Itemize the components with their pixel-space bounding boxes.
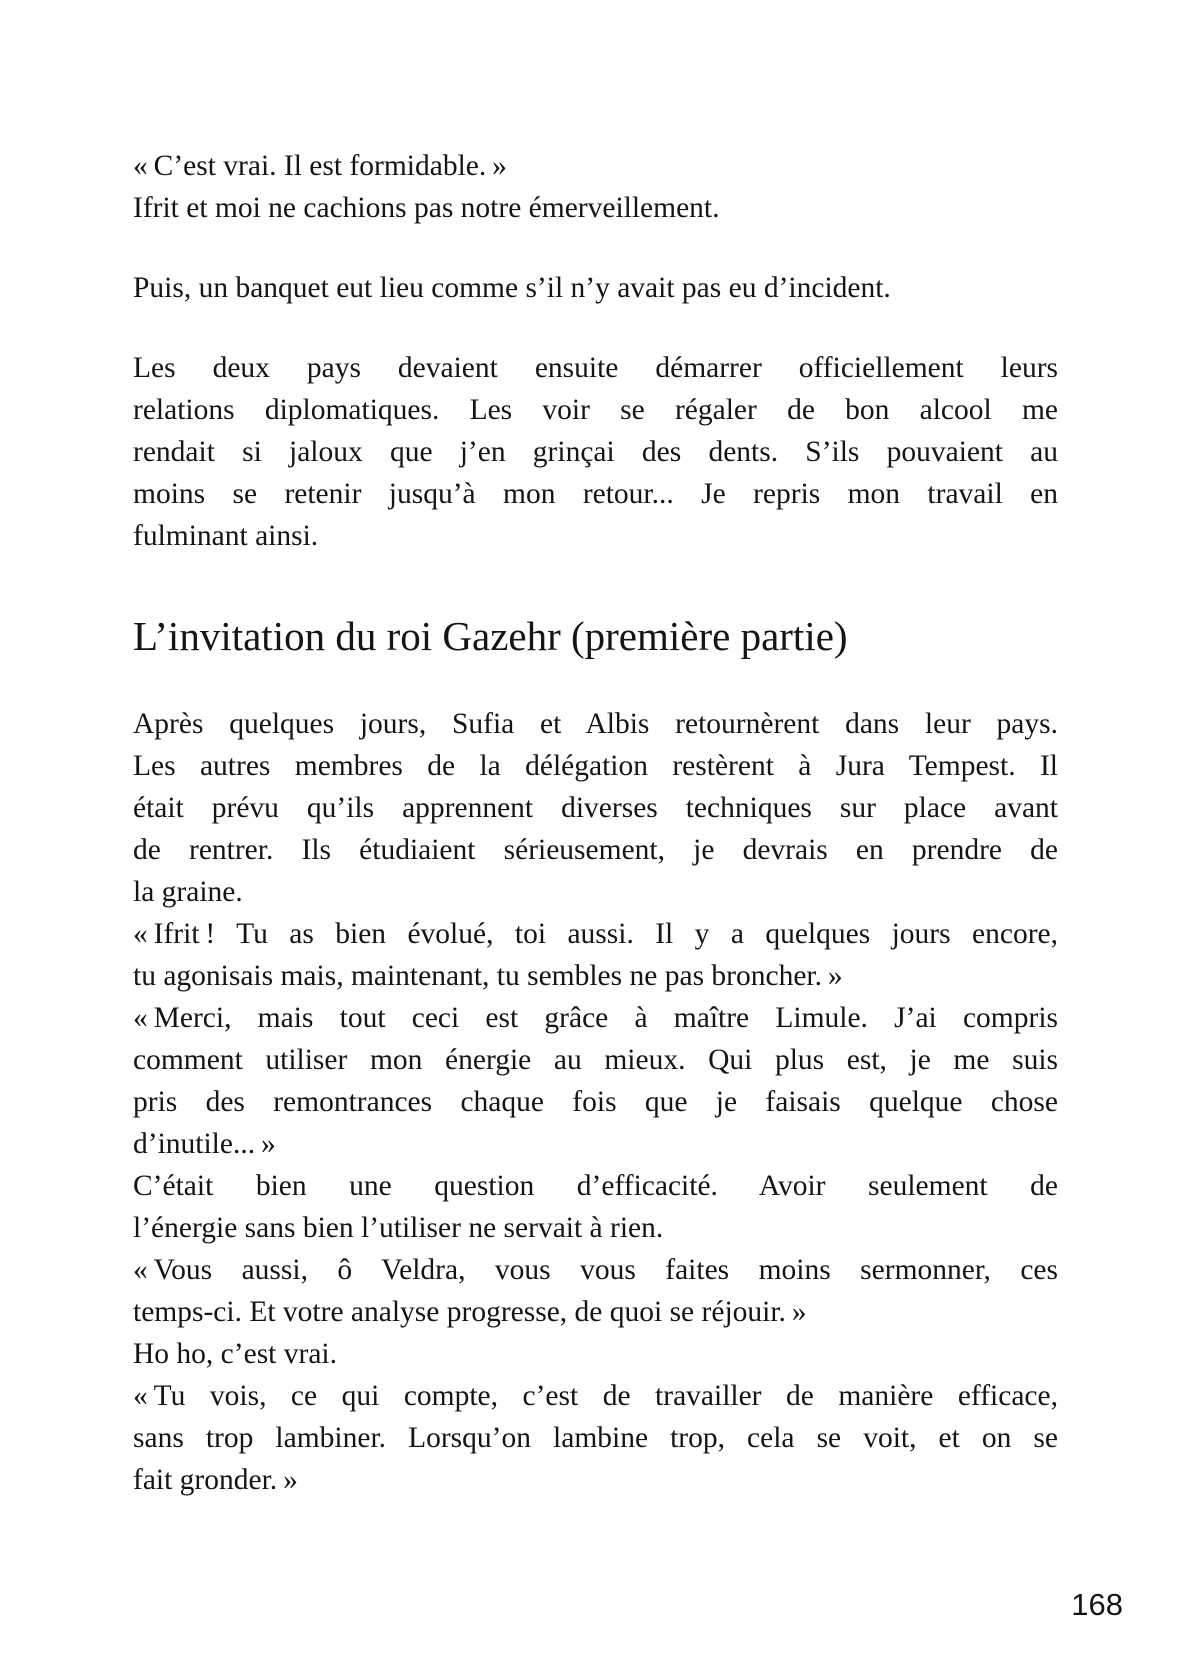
text-line: sans trop lambiner. Lorsqu’on lambine trop, cela se voit, et on se — [133, 1422, 1058, 1454]
paragraph — [133, 347, 1058, 557]
text-line: fait gronder. » — [133, 1464, 298, 1496]
text-line: Puis, un banquet eut lieu comme s’il n’y avait pas eu d’incident. — [133, 272, 891, 304]
paragraph — [133, 703, 1058, 1501]
paragraph-spacer — [133, 309, 1058, 347]
text-line: Les deux pays devaient ensuite démarrer officiellement leurs — [133, 352, 1058, 384]
text-line: comment utiliser mon énergie au mieux. Qui plus est, je me suis — [133, 1044, 1058, 1076]
text-line: était prévu qu’ils apprennent diverses techniques sur place avant — [133, 792, 1058, 824]
section-heading: L’invitation du roi Gazehr (première partie) — [133, 613, 848, 659]
page-number: 168 — [1071, 1587, 1123, 1622]
text-line: la graine. — [133, 876, 243, 908]
paragraph-spacer — [133, 229, 1058, 267]
text-line: « Vous aussi, ô Veldra, vous vous faites moins sermonner, ces — [133, 1254, 1058, 1286]
text-line: relations diplomatiques. Les voir se régaler de bon alcool me — [133, 394, 1058, 426]
text-line: l’énergie sans bien l’utiliser ne servait à rien. — [133, 1212, 664, 1244]
text-line: tu agonisais mais, maintenant, tu sembles ne pas broncher. » — [133, 960, 843, 992]
text-line: « Ifrit ! Tu as bien évolué, toi aussi. Il y a quelques jours encore, — [133, 918, 1058, 950]
text-line: Les autres membres de la délégation restèrent à Jura Tempest. Il — [133, 750, 1058, 782]
text-line: Après quelques jours, Sufia et Albis retournèrent dans leur pays. — [133, 708, 1058, 740]
text-block — [133, 145, 1058, 1501]
paragraph — [133, 267, 1058, 309]
text-line: moins se retenir jusqu’à mon retour... Je repris mon travail en — [133, 478, 1058, 510]
text-line: temps-ci. Et votre analyse progresse, de quoi se réjouir. » — [133, 1296, 807, 1328]
text-line: pris des remontrances chaque fois que je faisais quelque chose — [133, 1086, 1058, 1118]
text-line: de rentrer. Ils étudiaient sérieusement, je devrais en prendre de — [133, 834, 1058, 866]
text-line: Ifrit et moi ne cachions pas notre émerveillement. — [133, 192, 720, 224]
text-line: « C’est vrai. Il est formidable. » — [133, 150, 507, 182]
text-line: d’inutile... » — [133, 1128, 276, 1160]
text-line: « Tu vois, ce qui compte, c’est de travailler de manière efficace, — [133, 1380, 1058, 1412]
text-line: « Merci, mais tout ceci est grâce à maître Limule. J’ai compris — [133, 1002, 1058, 1034]
text-line: C’était bien une question d’efficacité. Avoir seulement de — [133, 1170, 1058, 1202]
text-line: rendait si jaloux que j’en grinçai des dents. S’ils pouvaient au — [133, 436, 1058, 468]
paragraph — [133, 187, 1058, 229]
text-line: fulminant ainsi. — [133, 520, 319, 552]
text-line: Ho ho, c’est vrai. — [133, 1338, 337, 1370]
paragraph — [133, 145, 1058, 187]
